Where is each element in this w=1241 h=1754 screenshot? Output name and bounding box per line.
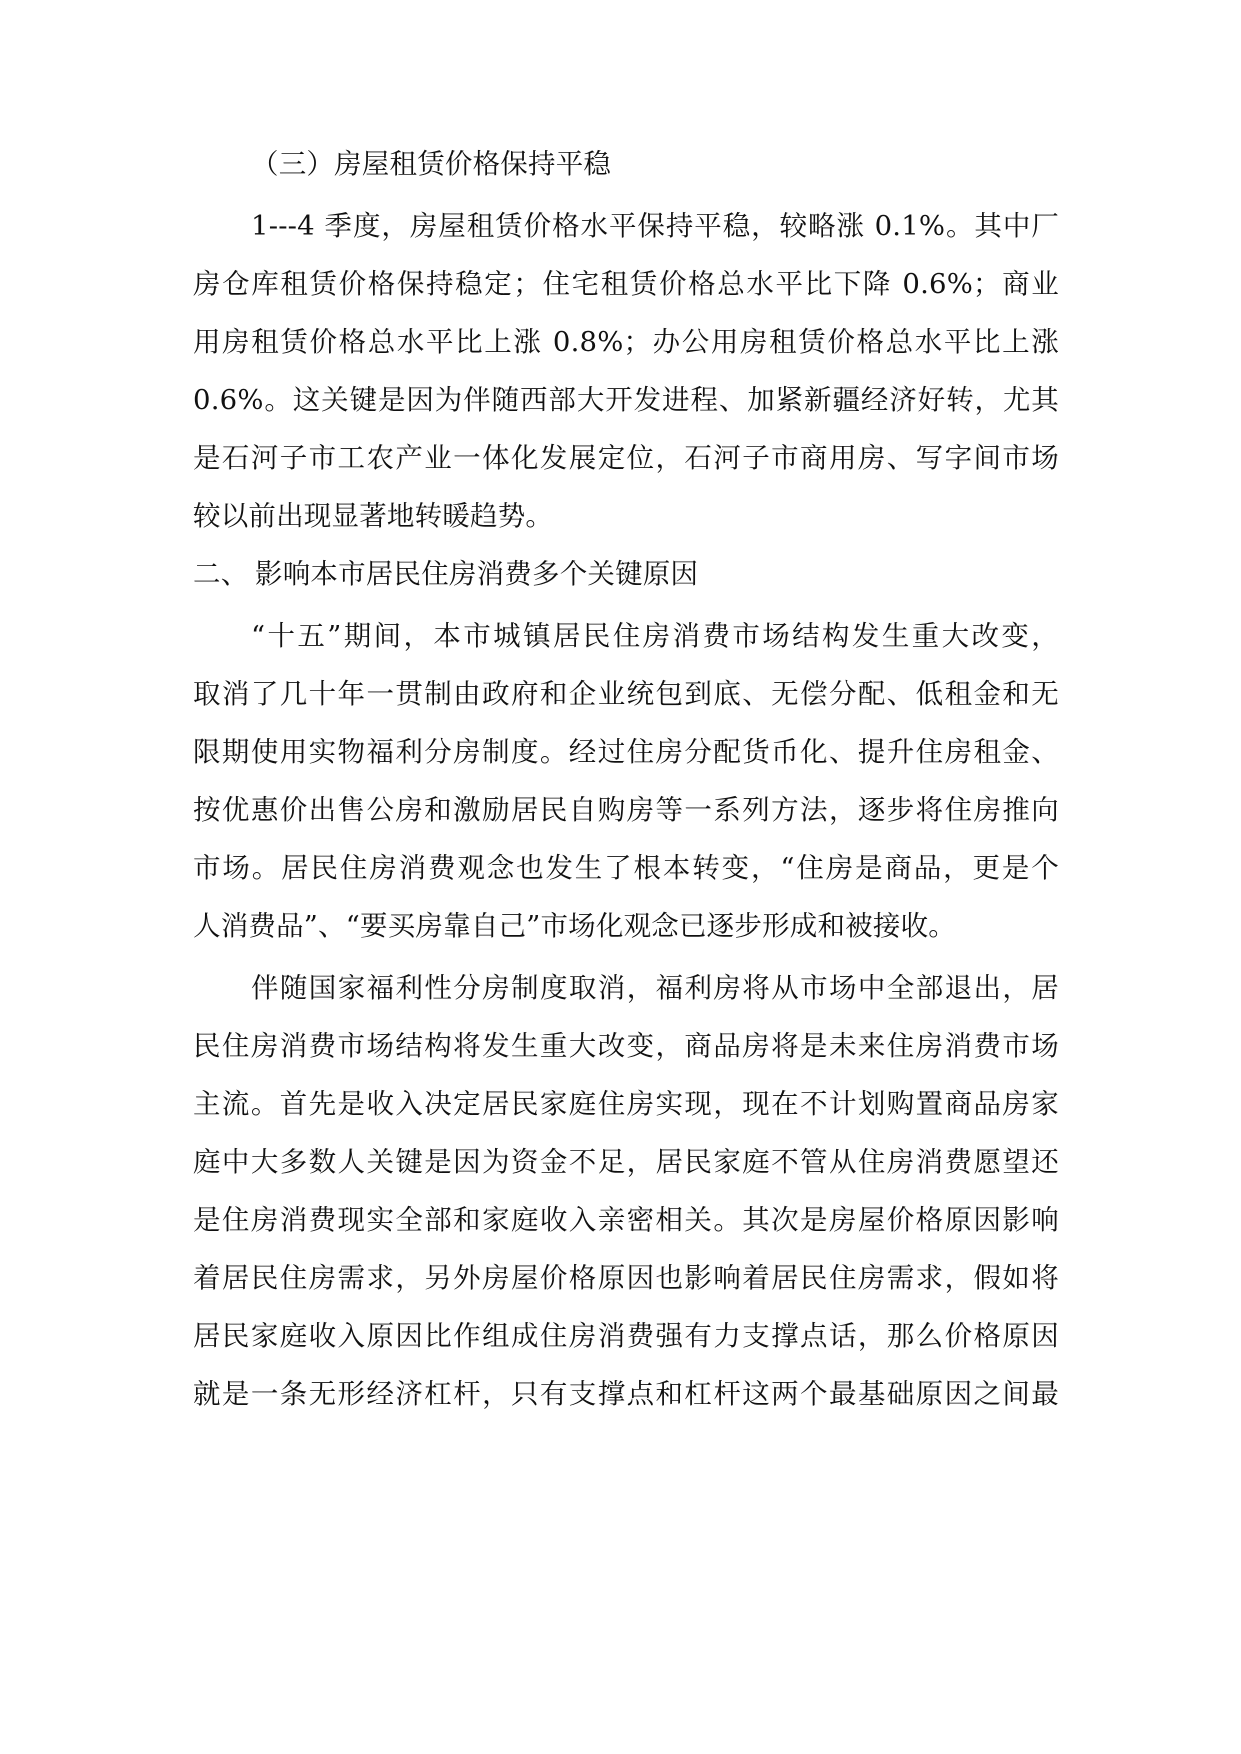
section-heading (193, 552, 1059, 596)
paragraph-line: 伴随国家福利性分房制度取消，福利房将从市场中全部退出，居 (251, 972, 1059, 1004)
paragraph-line: 居民家庭收入原因比作组成住房消费强有力支撑点话，那么价格原因 (193, 1320, 1059, 1352)
paragraph-line: 是石河子市工农产业一体化发展定位，石河子市商用房、写字间市场 (193, 442, 1059, 474)
paragraph-line: 市场。居民住房消费观念也发生了根本转变，“住房是商品，更是个 (193, 852, 1059, 884)
paragraph-line: 民住房消费市场结构将发生重大改变，商品房将是未来住房消费市场 (193, 1030, 1059, 1062)
section-title: 影响本市居民住房消费多个关键原因 (255, 558, 699, 590)
paragraph-line: 是住房消费现实全部和家庭收入亲密相关。其次是房屋价格原因影响 (193, 1204, 1059, 1236)
paragraph-line: 用房租赁价格总水平比上涨 0.8%；办公用房租赁价格总水平比上涨 (193, 326, 1059, 358)
paragraph-line: 限期使用实物福利分房制度。经过住房分配货币化、提升住房租金、 (193, 736, 1059, 768)
paragraph-line: 就是一条无形经济杠杆，只有支撑点和杠杆这两个最基础原因之间最 (193, 1378, 1059, 1410)
paragraph-line: 取消了几十年一贯制由政府和企业统包到底、无偿分配、低租金和无 (193, 678, 1059, 710)
subheading: （三）房屋租赁价格保持平稳 (251, 148, 612, 180)
paragraph-line: 按优惠价出售公房和激励居民自购房等一系列方法，逐步将住房推向 (193, 794, 1059, 826)
section-number: 二、 (193, 558, 249, 590)
paragraph-line: 庭中大多数人关键是因为资金不足，居民家庭不管从住房消费愿望还 (193, 1146, 1059, 1178)
paragraph-line: 着居民住房需求，另外房屋价格原因也影响着居民住房需求，假如将 (193, 1262, 1059, 1294)
paragraph-line: “十五”期间，本市城镇居民住房消费市场结构发生重大改变， (251, 620, 1059, 652)
paragraph-line: 1---4 季度，房屋租赁价格水平保持平稳，较略涨 0.1%。其中厂 (251, 210, 1059, 242)
paragraph-line: 主流。首先是收入决定居民家庭住房实现，现在不计划购置商品房家 (193, 1088, 1059, 1120)
paragraph-line: 较以前出现显著地转暖趋势。 (193, 500, 554, 532)
paragraph-line: 人消费品”、“要买房靠自己”市场化观念已逐步形成和被接收。 (193, 910, 956, 942)
paragraph-line: 0.6%。这关键是因为伴随西部大开发进程、加紧新疆经济好转，尤其 (193, 384, 1059, 416)
paragraph-line: 房仓库租赁价格保持稳定；住宅租赁价格总水平比下降 0.6%；商业 (193, 268, 1059, 300)
